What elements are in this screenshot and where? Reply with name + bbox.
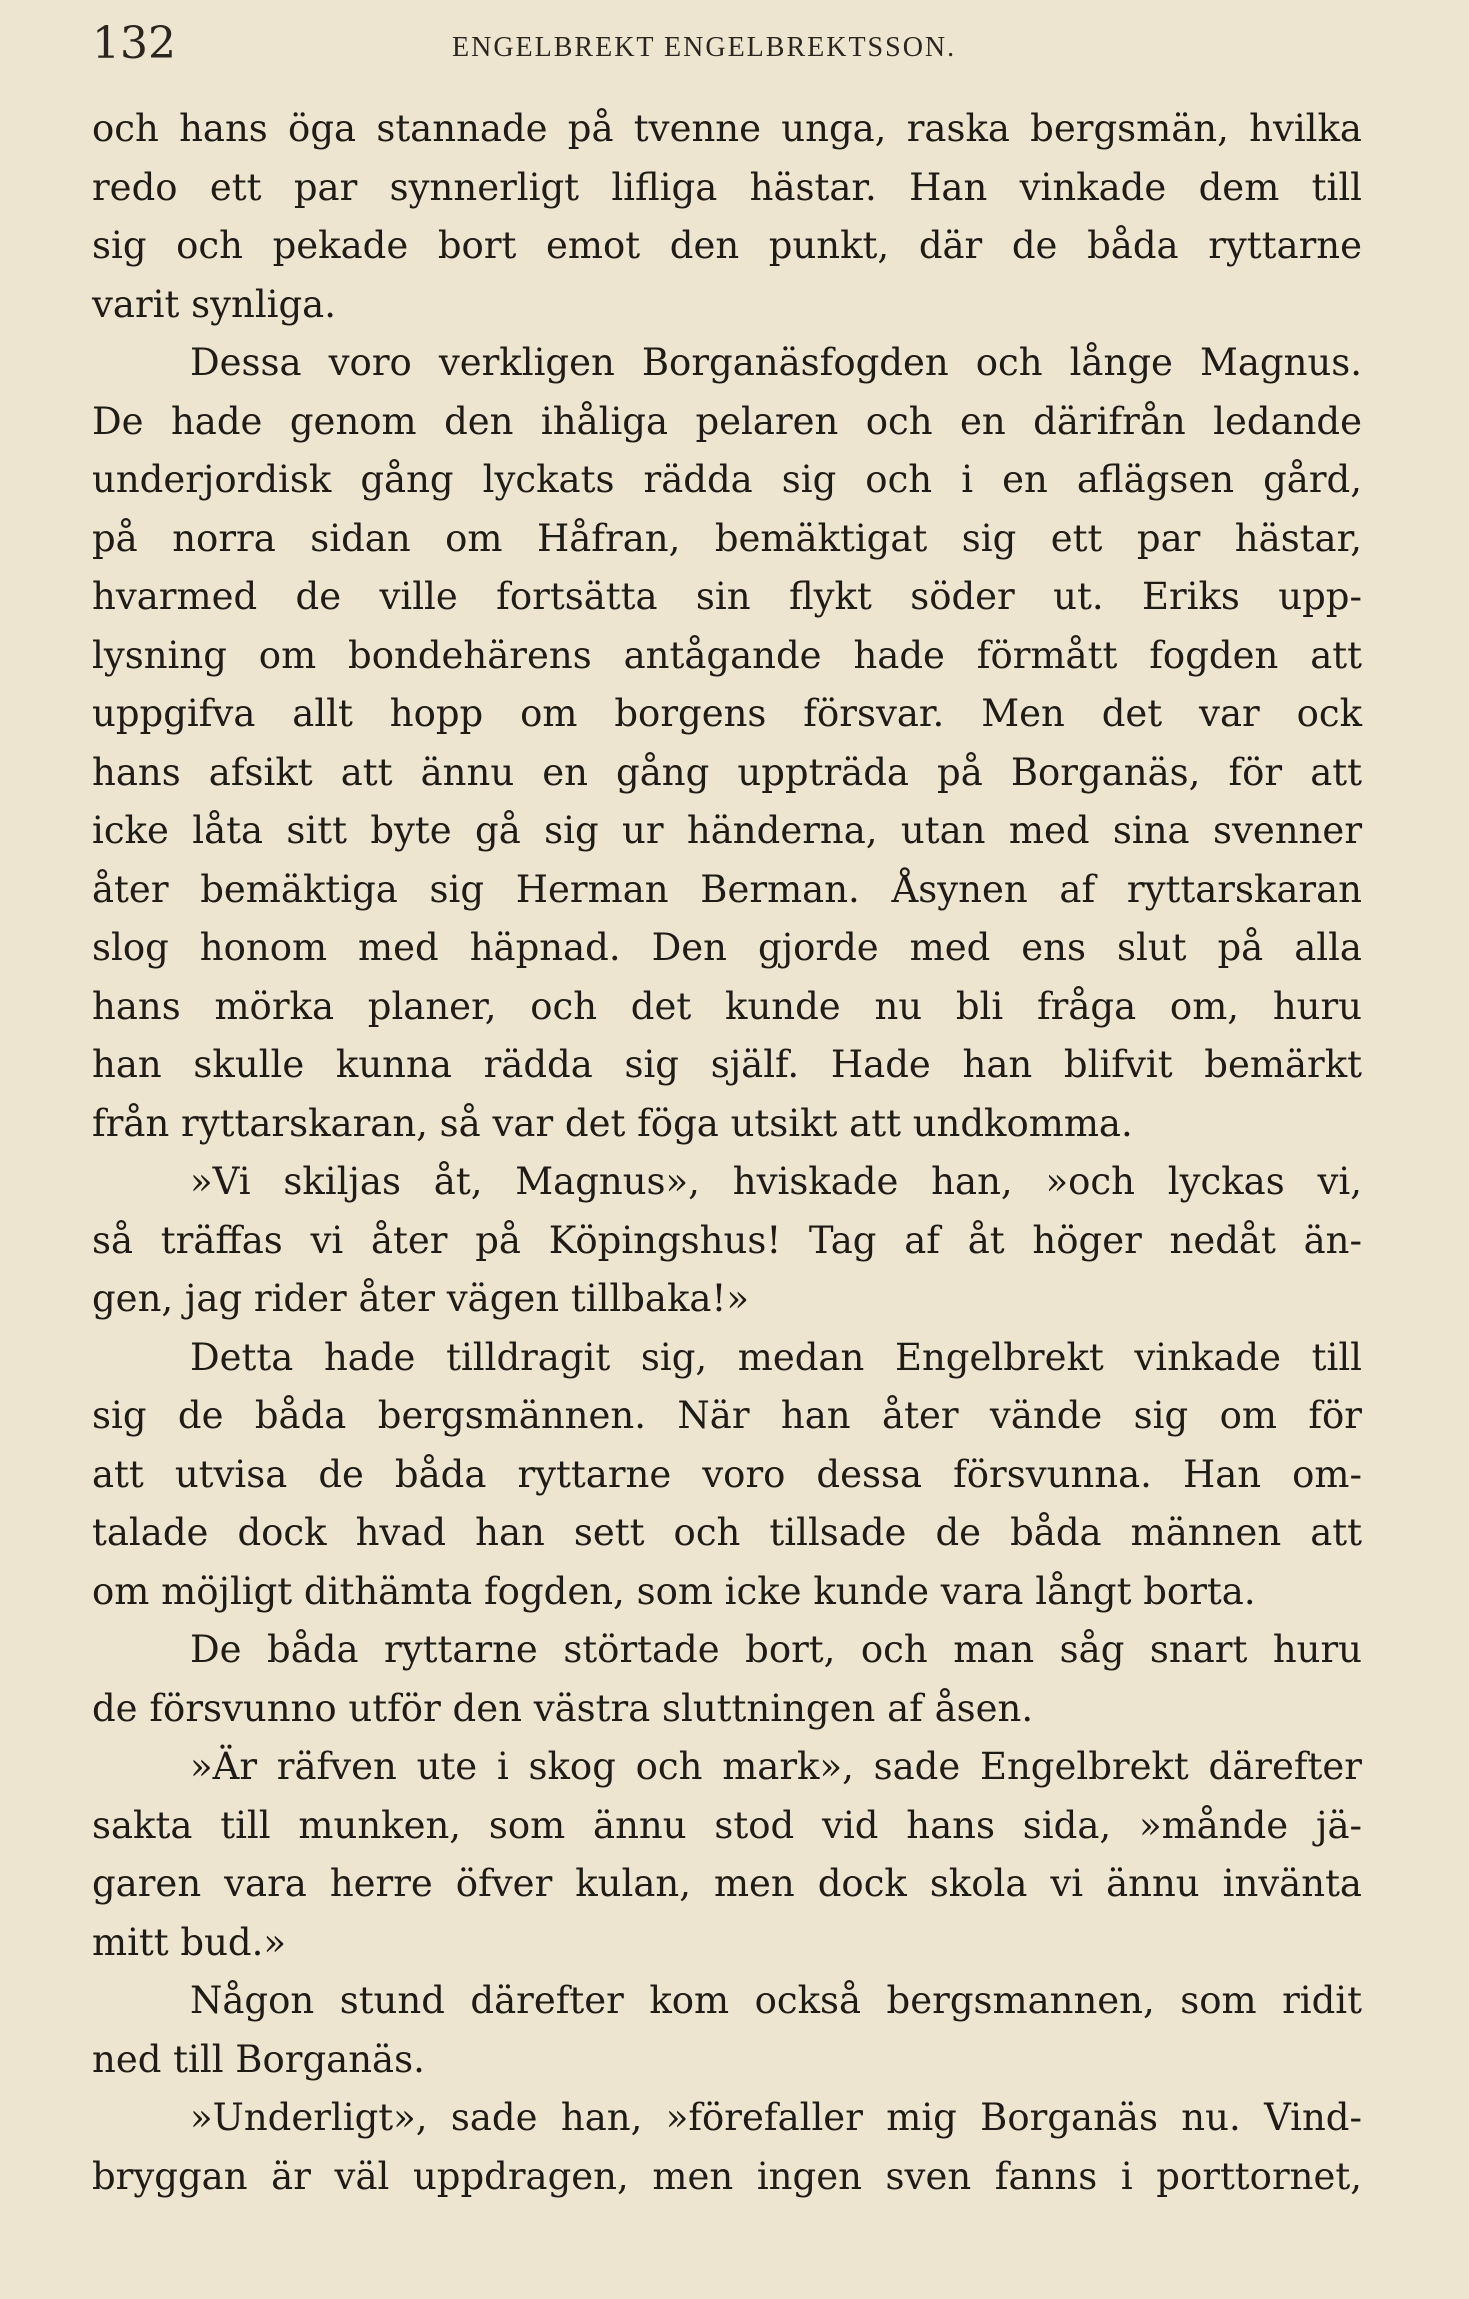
text-line: hans mörka planer, och det kunde nu bli fråga om, huru bbox=[92, 984, 1362, 1028]
text-line: åter bemäktiga sig Herman Berman. Åsynen af ryttarskaran bbox=[92, 867, 1362, 911]
text-line: underjordisk gång lyckats rädda sig och i en aflägsen gård, bbox=[92, 458, 1362, 501]
text-line: om möjligt dithämta fogden, som icke kunde vara långt borta. bbox=[92, 1569, 1256, 1613]
text-line: att utvisa de båda ryttarne voro dessa försvunna. Han om- bbox=[92, 1452, 1362, 1496]
text-line: uppgifva allt hopp om borgens försvar. Men det var ock bbox=[92, 692, 1362, 735]
text-line: garen vara herre öfver kulan, men dock skola vi ännu invänta bbox=[92, 1862, 1362, 1905]
text-line: hvarmed de ville fortsätta sin flykt söder ut. Eriks upp- bbox=[92, 575, 1362, 618]
text-line: De båda ryttarne störtade bort, och man såg snart huru bbox=[190, 1628, 1362, 1671]
page-number: 132 bbox=[92, 18, 176, 69]
text-line: lysning om bondehärens antågande hade förmått fogden att bbox=[92, 633, 1362, 677]
text-line: icke låta sitt byte gå sig ur händerna, utan med sina svenner bbox=[92, 809, 1362, 852]
text-line: De hade genom den ihåliga pelaren och en därifrån ledande bbox=[92, 399, 1362, 443]
text-line: »Är räfven ute i skog och mark», sade Engelbrekt därefter bbox=[190, 1745, 1362, 1788]
text-line: så träffas vi åter på Köpingshus! Tag af åt höger nedåt än- bbox=[92, 1218, 1362, 1262]
text-line: ned till Borganäs. bbox=[92, 2037, 425, 2081]
running-title: ENGELBREKT ENGELBREKTSSON. bbox=[452, 32, 957, 63]
text-line: gen, jag rider åter vägen tillbaka!» bbox=[92, 1277, 749, 1320]
text-line: hans afsikt att ännu en gång uppträda på Borganäs, för att bbox=[92, 750, 1362, 794]
text-line: talade dock hvad han sett och tillsade de båda männen att bbox=[92, 1511, 1362, 1554]
text-line: Någon stund därefter kom också bergsmannen, som ridit bbox=[190, 1979, 1362, 2022]
text-line: och hans öga stannade på tvenne unga, raska bergsmän, hvilka bbox=[92, 107, 1362, 150]
text-line: Dessa voro verkligen Borganäsfogden och långe Magnus. bbox=[190, 341, 1362, 384]
text-line: sakta till munken, som ännu stod vid hans sida, »månde jä- bbox=[92, 1803, 1362, 1847]
text-line: på norra sidan om Håfran, bemäktigat sig ett par hästar, bbox=[92, 516, 1362, 560]
text-line: sig de båda bergsmännen. När han åter vände sig om för bbox=[92, 1394, 1362, 1437]
page-header bbox=[92, 18, 1362, 78]
text-line: bryggan är väl uppdragen, men ingen sven fanns i porttornet, bbox=[92, 2154, 1362, 2198]
text-line: från ryttarskaran, så var det föga utsikt att undkomma. bbox=[92, 1101, 1133, 1145]
text-line: redo ett par synnerligt lifliga hästar. Han vinkade dem till bbox=[92, 165, 1362, 209]
text-line: sig och pekade bort emot den punkt, där de båda ryttarne bbox=[92, 224, 1362, 267]
text-line: mitt bud.» bbox=[92, 1920, 287, 1964]
text-line: de försvunno utför den västra sluttningen af åsen. bbox=[92, 1686, 1034, 1730]
text-line: Detta hade tilldragit sig, medan Engelbrekt vinkade till bbox=[190, 1335, 1362, 1379]
body-text bbox=[92, 100, 1362, 2206]
text-line: »Underligt», sade han, »förefaller mig Borganäs nu. Vind- bbox=[190, 2096, 1362, 2139]
text-line: han skulle kunna rädda sig själf. Hade han blifvit bemärkt bbox=[92, 1043, 1362, 1086]
text-line: varit synliga. bbox=[92, 282, 337, 326]
text-line: slog honom med häpnad. Den gjorde med ens slut på alla bbox=[92, 926, 1362, 969]
text-line: »Vi skiljas åt, Magnus», hviskade han, »och lyckas vi, bbox=[190, 1160, 1362, 1203]
